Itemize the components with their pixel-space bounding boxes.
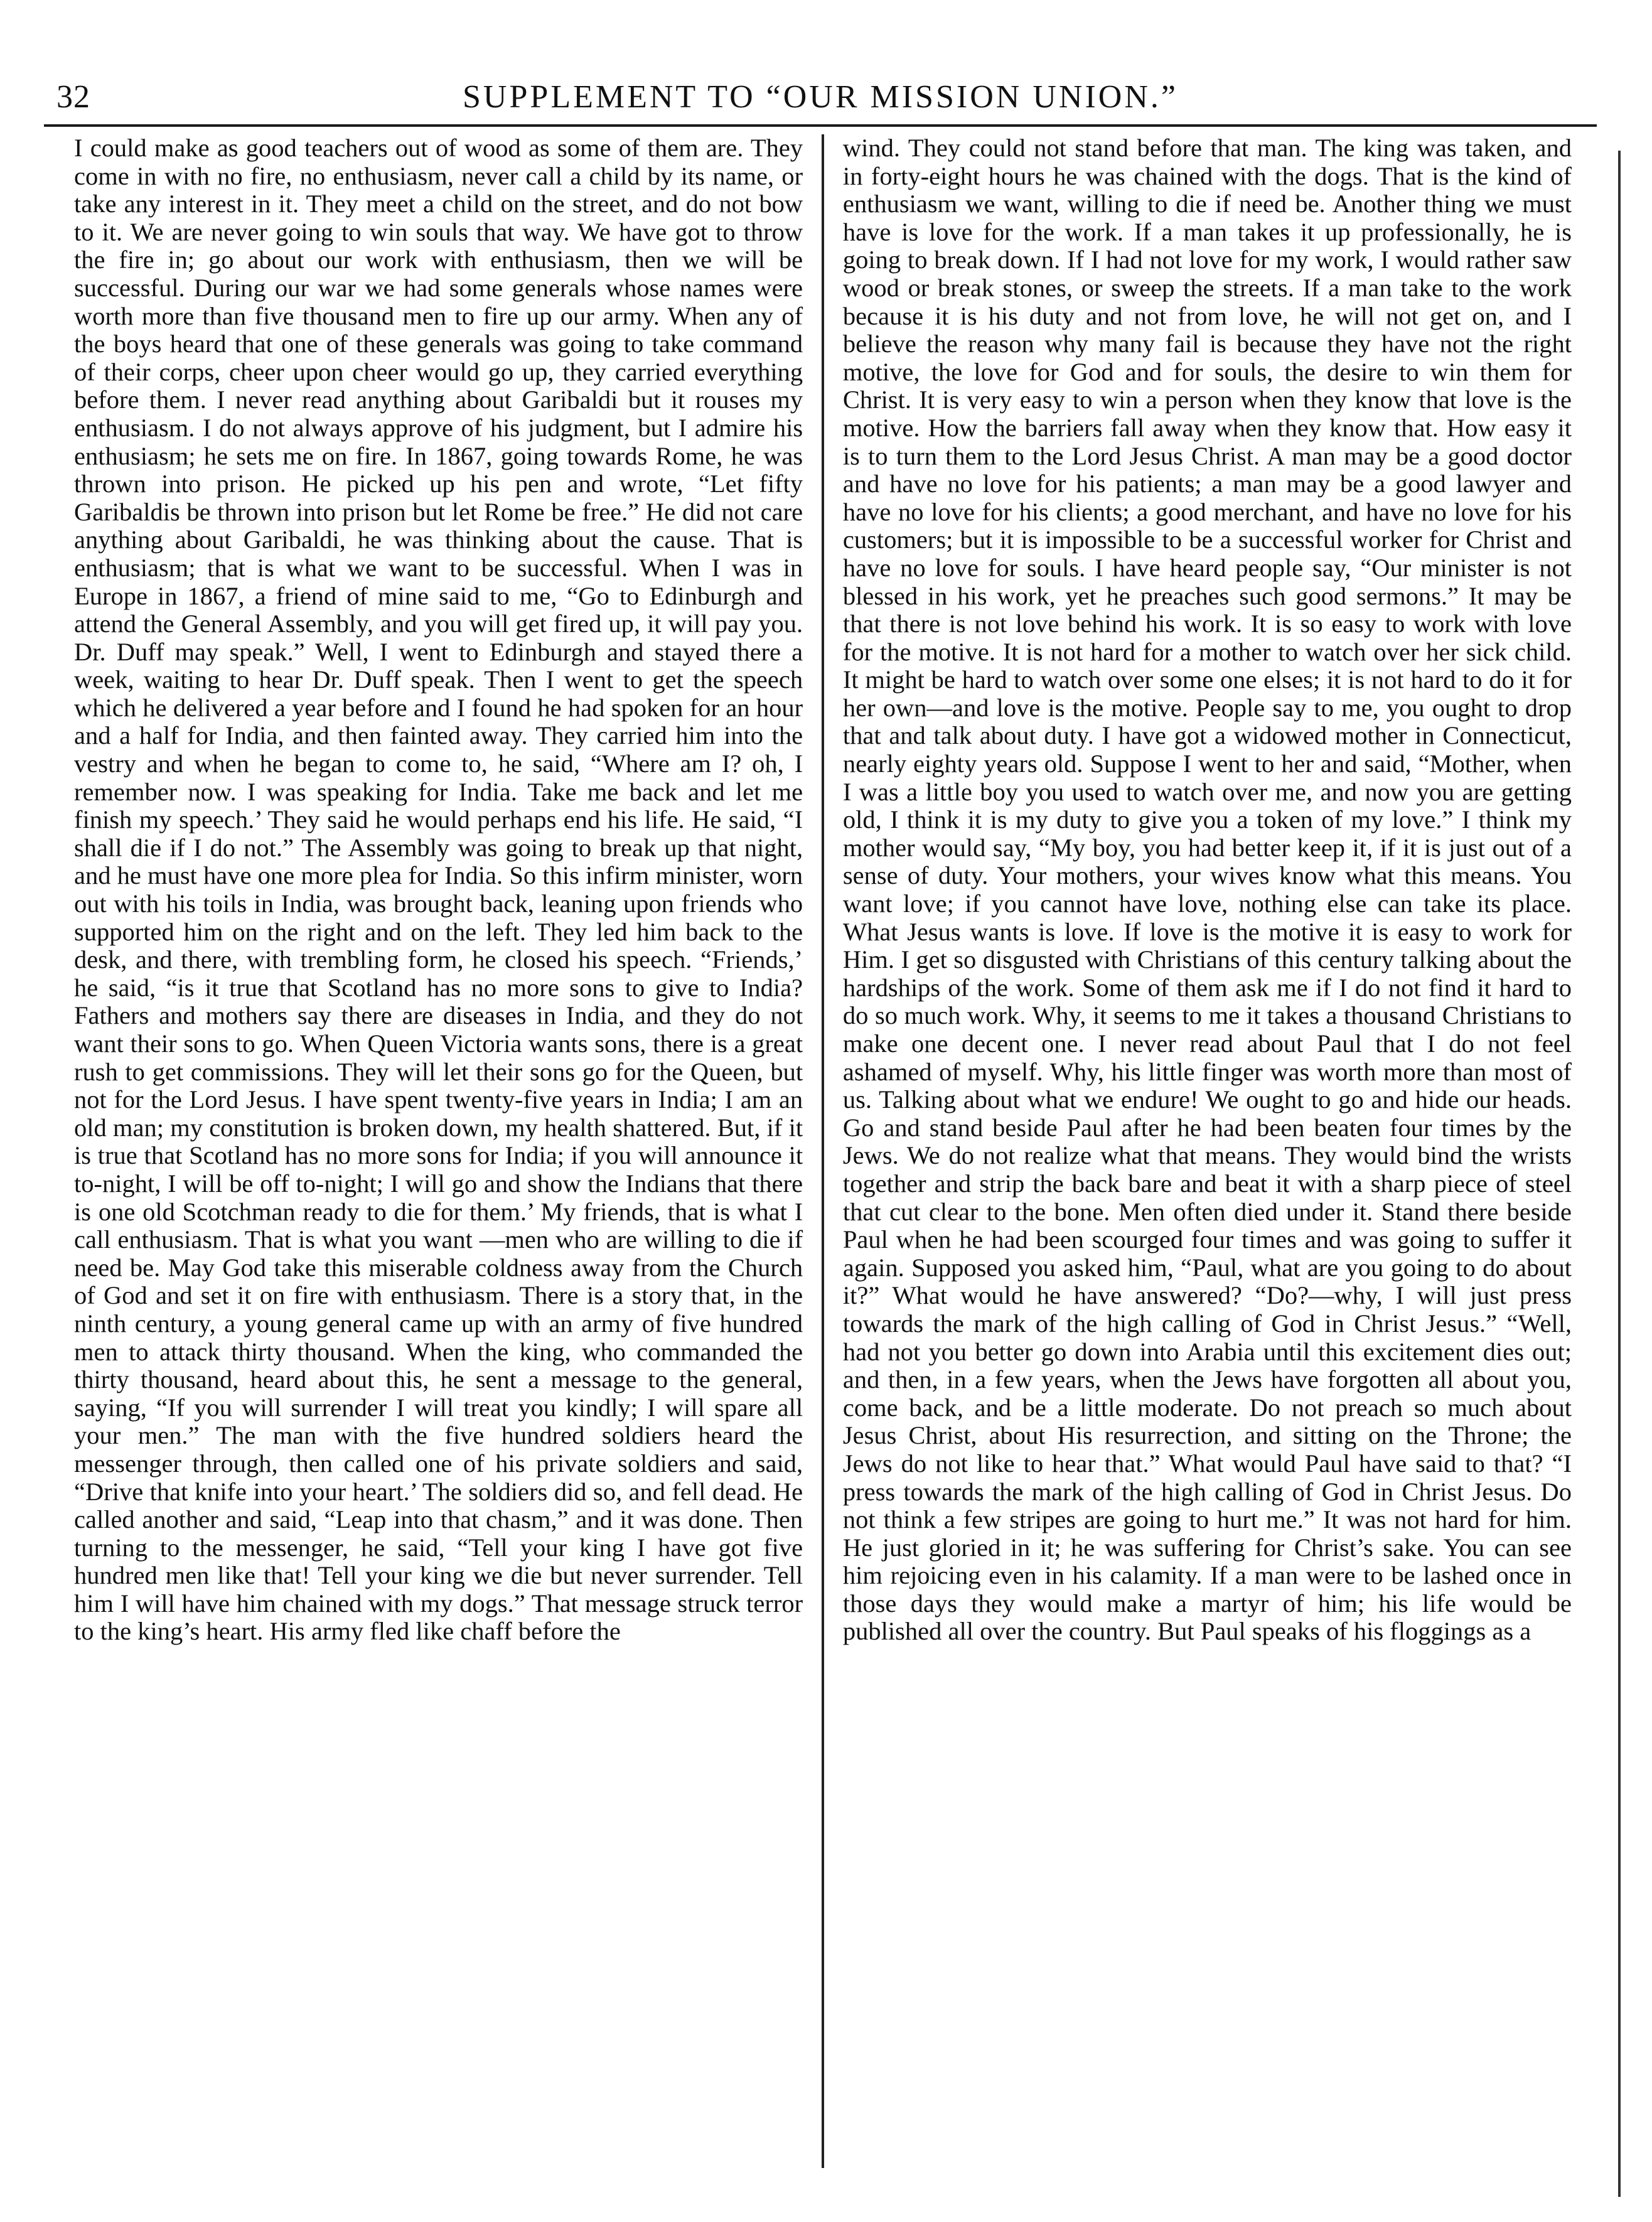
running-head-title: SUPPLEMENT TO “OUR MISSION UNION.” (463, 79, 1178, 115)
right-column (824, 134, 1597, 2168)
page-edge-rule (1618, 151, 1621, 2197)
page-number: 32 (56, 79, 90, 115)
left-column (44, 134, 822, 2168)
right-column-text: wind. They could not stand before that man. The king was taken, and in forty-eight hours he was chained with the dogs. That is the kind of enthusiasm we want, willing to die if need be. Another thing we must have is love for the work. If a man takes it up professionally, he is going to break down. If I had not love for my work, I would rather saw wood or break stones, or sweep the streets. If a man take to the work because it is his duty and not from love, he will not get on, and I believe the reason why many fail is because they have not the right motive, the love for God and for souls, the desire to win them for Christ. It is very easy to win a person when they know that love is the motive. How the barriers fall away when they know that. How easy it is to turn them to the Lord Jesus Christ. A man may be a good doctor and have no love for his patients; a man may be a good lawyer and have no love for his clients; a good merchant, and have no love for his customers; but it is impossible to be a successful worker for Christ and have no love for souls. I have heard people say, “Our minister is not blessed in his work, yet he preaches such good sermons.” It may be that there is not love behind his work. It is so easy to work with love for the motive. It is not hard for a mother to watch over her sick child. It might be hard to watch over some one elses; it is not hard to do it for her own—and love is the motive. People say to me, you ought to drop that and talk about duty. I have got a widowed mother in Connecticut, nearly eighty years old. Suppose I went to her and said, “Mother, when I was a little boy you used to watch over me, and now you are getting old, I think it is my duty to give you a token of my love.” I think my mother would say, “My boy, you had better keep it, if it is just out of a sense of duty. Your mothers, your wives know what this means. You want love; if you cannot have love, nothing else can take its place. What Jesus wants is love. If love is the motive it is easy to work for Him. I get so disgusted with Christians of this century talking about the hardships of the work. Some of them ask me if I do not find it hard to do so much work. Why, it seems to me it takes a thousand Christians to make one decent one. I never read about Paul that I do not feel ashamed of myself. Why, his little finger was worth more than most of us. Talking about what we endure! We ought to go and hide our heads. Go and stand beside Paul after he had been beaten four times by the Jews. We do not realize what that means. They would bind the wrists together and strip the back bare and beat it with a sharp piece of steel that cut clear to the bone. Men often died under it. Stand there beside Paul when he had been scourged four times and was going to suffer it again. Supposed you asked him, “Paul, what are you going to do about it?” What would he have answered? “Do?—why, I will just press towards the mark of the high calling of God in Christ Jesus.” “Well, had not you better go down into Arabia until this excitement dies out; and then, in a few years, when the Jews have forgotten all about you, come back, and be a little moderate. Do not preach so much about Jesus Christ, about His resurrection, and sitting on the Throne; the Jews do not like to hear that.” What would Paul have said to that? “I press towards the mark of the high calling of God in Christ Jesus. Do not think a few stripes are going to hurt me.” It was not hard for him. He just gloried in it; he was suffering for Christ’s sake. You can see him rejoicing even in his calamity. If a man were to be lashed once in those days they would make a martyr of him; his life would be published all over the country. But Paul speaks of his floggings as a (842, 134, 1572, 1646)
left-column-text: I could make as good teachers out of wood as some of them are. They come in with no fire, no enthusiasm, never call a child by its name, or take any interest in it. They meet a child on the street, and do not bow to it. We are never going to win souls that way. We have got to throw the fire in; go about our work with enthusiasm, then we will be successful. During our war we had some generals whose names were worth more than five thousand men to fire up our army. When any of the boys heard that one of these generals was going to take command of their corps, cheer upon cheer would go up, they carried everything before them. I never read anything about Garibaldi but it rouses my enthusiasm. I do not always approve of his judgment, but I admire his enthusiasm; he sets me on fire. In 1867, going towards Rome, he was thrown into prison. He picked up his pen and wrote, “Let fifty Garibaldis be thrown into prison but let Rome be free.” He did not care anything about Garibaldi, he was thinking about the cause. That is enthusiasm; that is what we want to be successful. When I was in Europe in 1867, a friend of mine said to me, “Go to Edinburgh and attend the General Assembly, and you will get fired up, it will pay you. Dr. Duff may speak.” Well, I went to Edinburgh and stayed there a week, waiting to hear Dr. Duff speak. Then I went to get the speech which he delivered a year before and I found he had spoken for an hour and a half for India, and then fainted away. They carried him into the vestry and when he began to come to, he said, “Where am I? oh, I remember now. I was speaking for India. Take me back and let me finish my speech.’ They said he would perhaps end his life. He said, “I shall die if I do not.” The Assembly was going to break up that night, and he must have one more plea for India. So this infirm minister, worn out with his toils in India, was brought back, leaning upon friends who supported him on the right and on the left. They led him back to the desk, and there, with trembling form, he closed his speech. “Friends,’ he said, “is it true that Scotland has no more sons to give to India? Fathers and mothers say there are diseases in India, and they do not want their sons to go. When Queen Victoria wants sons, there is a great rush to get commissions. They will let their sons go for the Queen, but not for the Lord Jesus. I have spent twenty-five years in India; I am an old man; my constitution is broken down, my health shattered. But, if it is true that Scotland has no more sons for India; if you will announce it to-night, I will be off to-night; I will go and show the Indians that there is one old Scotchman ready to die for them.’ My friends, that is what I call enthusiasm. That is what you want —men who are willing to die if need be. May God take this miserable coldness away from the Church of God and set it on fire with enthusiasm. There is a story that, in the ninth century, a young general came up with an army of five hundred men to attack thirty thousand. When the king, who commanded the thirty thousand, heard about this, he sent a message to the general, saying, “If you will surrender I will treat you kindly; I will spare all your men.” The man with the five hundred soldiers heard the messenger through, then called one of his private soldiers and said, “Drive that knife into your heart.’ The soldiers did so, and fell dead. He called another and said, “Leap into that chasm,” and it was done. Then turning to the messenger, he said, “Tell your king I have got five hundred men like that! Tell your king we die but never surrender. Tell him I will have him chained with my dogs.” That message struck terror to the king’s heart. His army fled like chaff before the (74, 134, 803, 1646)
two-column-body (44, 134, 1597, 2168)
printed-page (44, 75, 1597, 2184)
page-header (44, 75, 1597, 127)
